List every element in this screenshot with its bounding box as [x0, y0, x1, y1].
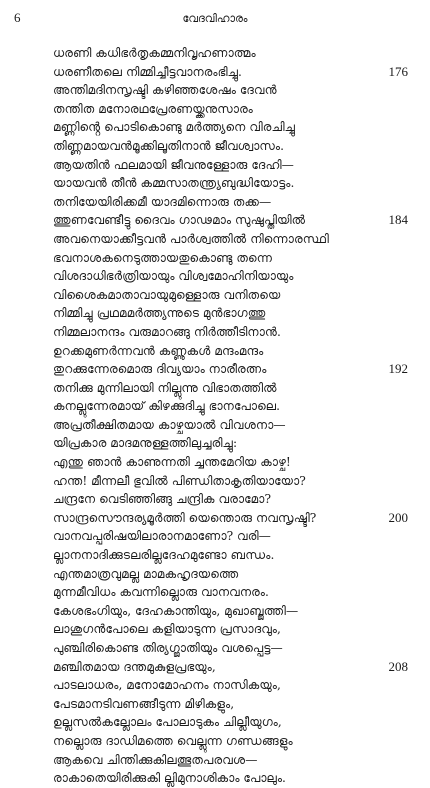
verse-line-text: കനല്ലുന്നേരമായ് കിഴക്കുദിച്ചു ഭാനപോലെ.	[53, 399, 281, 414]
running-head: വേദവിഹാരം	[182, 12, 248, 25]
verse-line	[53, 490, 415, 509]
verse-line	[53, 658, 415, 677]
verse-line	[53, 360, 415, 379]
verse-line	[53, 211, 415, 230]
verse-line-text: അന്തിമദിനസൃഷ്ടി കഴിഞ്ഞശേഷം ദേവൻ	[53, 83, 277, 98]
verse-line-text: സാന്ദ്രസൌന്ദര്യമൂർത്തി യെന്തൊരു നവസൃഷ്ടി?	[53, 510, 317, 525]
line-number: 176	[388, 63, 408, 79]
verse-line-text: തിണ്ണമായവൻമൂക്കിലൂതിനാൻ ജീവശ്വാസം.	[53, 138, 284, 153]
verse-line	[53, 472, 415, 491]
verse-line	[53, 230, 415, 249]
verse-line-text: തുറക്കുന്നേരമൊരു ദിവ്യയാം നാരീരത്നം	[53, 362, 267, 377]
verse-line	[53, 565, 415, 584]
verse-line-text: തന്തിത മനോരഥപ്രേരണയ്ക്കനുസാരം	[53, 101, 253, 116]
verse-line-text: ഉറക്കമുണർന്നവൻ കണ്ണുകൾ മന്ദംമന്ദം	[53, 343, 264, 358]
line-number: 208	[388, 658, 408, 674]
verse-line	[53, 63, 415, 82]
line-number: 184	[388, 212, 408, 228]
verse-line-text: ആയതിൻ ഫലമായി ജീവനുള്ളോരു ദേഹി—	[53, 157, 294, 172]
verse-line	[53, 193, 415, 212]
verse-line-text: യിപ്രകാര മാദമനുള്ളത്തിലുച്ചരിച്ചു:	[53, 436, 238, 451]
verse-line	[53, 118, 415, 137]
verse-line-text: തനിയേയിരിക്കമീ യാദമിന്നൊരു തക്ക—	[53, 194, 272, 209]
verse-line-text: അവനെയാക്കീട്ടവൻ പാർശ്വത്തിൽ നിന്നൊരസ്ഥി	[53, 231, 329, 246]
verse-line-text: നിമ്മിച്ചു പ്രഥമമർത്ത്യന്നുടെ മുൻഭാഗത്തു	[53, 306, 266, 321]
verse-line-text: കേശഭംഗിയും, ദേഹകാന്തിയും, മുഖാബ്ജത്തി—	[53, 603, 299, 618]
verse-line-text: ധരണീതലെ നിമ്മിച്ചീട്ടവാനരംഭിച്ചു.	[53, 64, 242, 79]
verse-line-text: തനിക്കു മുന്നിലായി നില്ലുന്നു വിഭാതത്തിൽ	[53, 380, 277, 395]
verse-block	[53, 44, 415, 788]
verse-line-text: യായവൻ തീൻ കമ്മസാതന്ത്ര്യബുദ്ധിയോട്ടം.	[53, 176, 295, 191]
verse-line	[53, 397, 415, 416]
verse-line-text: ധരണി കധിഭർതൃകമ്മനിവൃഹണാത്മം	[53, 46, 256, 60]
verse-line-text: ഹന്ത! മീന്നലീ ഭുവിൽ പിണ്ഡിതാകൃതിയായോ?	[53, 473, 306, 488]
verse-line-text: മഞ്ചിതമായ ദന്തമുകുളപ്രഭയും,	[53, 659, 216, 674]
verse-line-text: വാനവപ്പരിഷയിലാരാനമാണോ? വരി—	[53, 529, 271, 544]
verse-line	[53, 527, 415, 546]
verse-line	[53, 416, 415, 435]
verse-line-text: രാകാതെയിരിക്കുകി ല്ലിമുനാശികാം പോലും.	[53, 771, 286, 786]
verse-line	[53, 732, 415, 751]
verse-line	[53, 137, 415, 156]
verse-line-text: അപ്രതീക്ഷിതമായ കാഴ്ചയാൽ വിവശനാ—	[53, 417, 286, 432]
verse-line-text: എന്തമാത്രവുമല്ല മാമകഹൃദയത്തെ	[53, 566, 239, 581]
verse-line	[53, 546, 415, 565]
verse-line	[53, 286, 415, 305]
verse-line	[53, 639, 415, 658]
line-number: 200	[388, 509, 408, 525]
verse-line-text: വിശദാധിഭർത്രിയായും വിശ്വമോഹിനിയായും	[53, 269, 294, 284]
verse-line-text: ചന്ദ്രനേ വെടിഞ്ഞിങ്ങു ചന്ദ്രിക വരാമോ?	[53, 492, 272, 507]
verse-line	[53, 620, 415, 639]
verse-line	[53, 676, 415, 695]
verse-line-text: നല്ലൊരു ദാഡിമത്തെ വെല്ലുന്ന ഗണ്ഡങ്ങളും	[53, 733, 293, 748]
page-number: 6	[14, 10, 21, 25]
verse-line	[53, 174, 415, 193]
verse-line-text: വിശൈകമാതാവായുമുള്ളൊരു വനിതയെ	[53, 287, 281, 302]
verse-line-text: മുന്നമീവിധം കവന്നില്ലൊരു വാനവനരം.	[53, 585, 269, 600]
verse-line	[53, 509, 415, 528]
verse-line-text: ല്ലാനനാദിക്കുടലരില്ലദേഹമുണ്ടോ ബന്ധം.	[53, 548, 275, 563]
verse-line	[53, 267, 415, 286]
verse-line	[53, 751, 415, 770]
verse-line	[53, 602, 415, 621]
verse-line	[53, 249, 415, 268]
verse-line-text: ഭവനാശകനെടുത്തായതുകൊണ്ടു തന്നെ	[53, 250, 273, 265]
line-number: 192	[388, 361, 408, 377]
verse-line	[53, 342, 415, 361]
verse-line	[53, 379, 415, 398]
verse-line	[53, 453, 415, 472]
verse-line-text: നിമ്മലാനന്ദം വരുമാറങ്ങു നിർത്തീടിനാൻ.	[53, 324, 281, 339]
verse-line	[53, 81, 415, 100]
verse-line-text: പുഞ്ചിരികൊണ്ട തിര്യഗ്ജാതിയും വശപ്പെട്ട—	[53, 641, 283, 655]
verse-line-text: എന്തു ഞാൻ കാണുന്നതി ച്ചന്തമേറിയ കാഴ്ച!	[53, 455, 291, 470]
verse-line-text: മണ്ണിൻ്റെ പൊടികൊണ്ടു മർത്ത്യനെ വിരചിച്ചു	[53, 120, 296, 135]
verse-line	[53, 713, 415, 732]
verse-line	[53, 100, 415, 119]
verse-line	[53, 156, 415, 175]
verse-line	[53, 583, 415, 602]
verse-line-text: പേടമാനടിവണങ്ങീടുന്ന മിഴികളും,	[53, 696, 235, 711]
verse-line	[53, 44, 415, 63]
verse-line	[53, 323, 415, 342]
verse-line-text: പാടലാധരം, മനോമോഹനം നാസികയും,	[53, 678, 281, 693]
verse-line-text: ആകവെ ചിന്തിക്കുകിലത്ഭുതപരവശ—	[53, 752, 258, 767]
verse-line	[53, 434, 415, 453]
verse-line-text: ഉല്ലസൽകല്ലോലം പോലാടുകം ചില്ലീയുഗം,	[53, 715, 282, 730]
verse-line	[53, 695, 415, 714]
verse-line-text: ലാശുഗൻപോലെ കളിയാടുന്ന പ്രസാദവും,	[53, 622, 281, 637]
verse-line	[53, 769, 415, 788]
verse-line	[53, 304, 415, 323]
verse-line-text: ത്തുണവേണ്ടീട്ടു ദൈവം ഗാഢമാം സുഷുപ്തിയിൽ	[53, 213, 306, 228]
